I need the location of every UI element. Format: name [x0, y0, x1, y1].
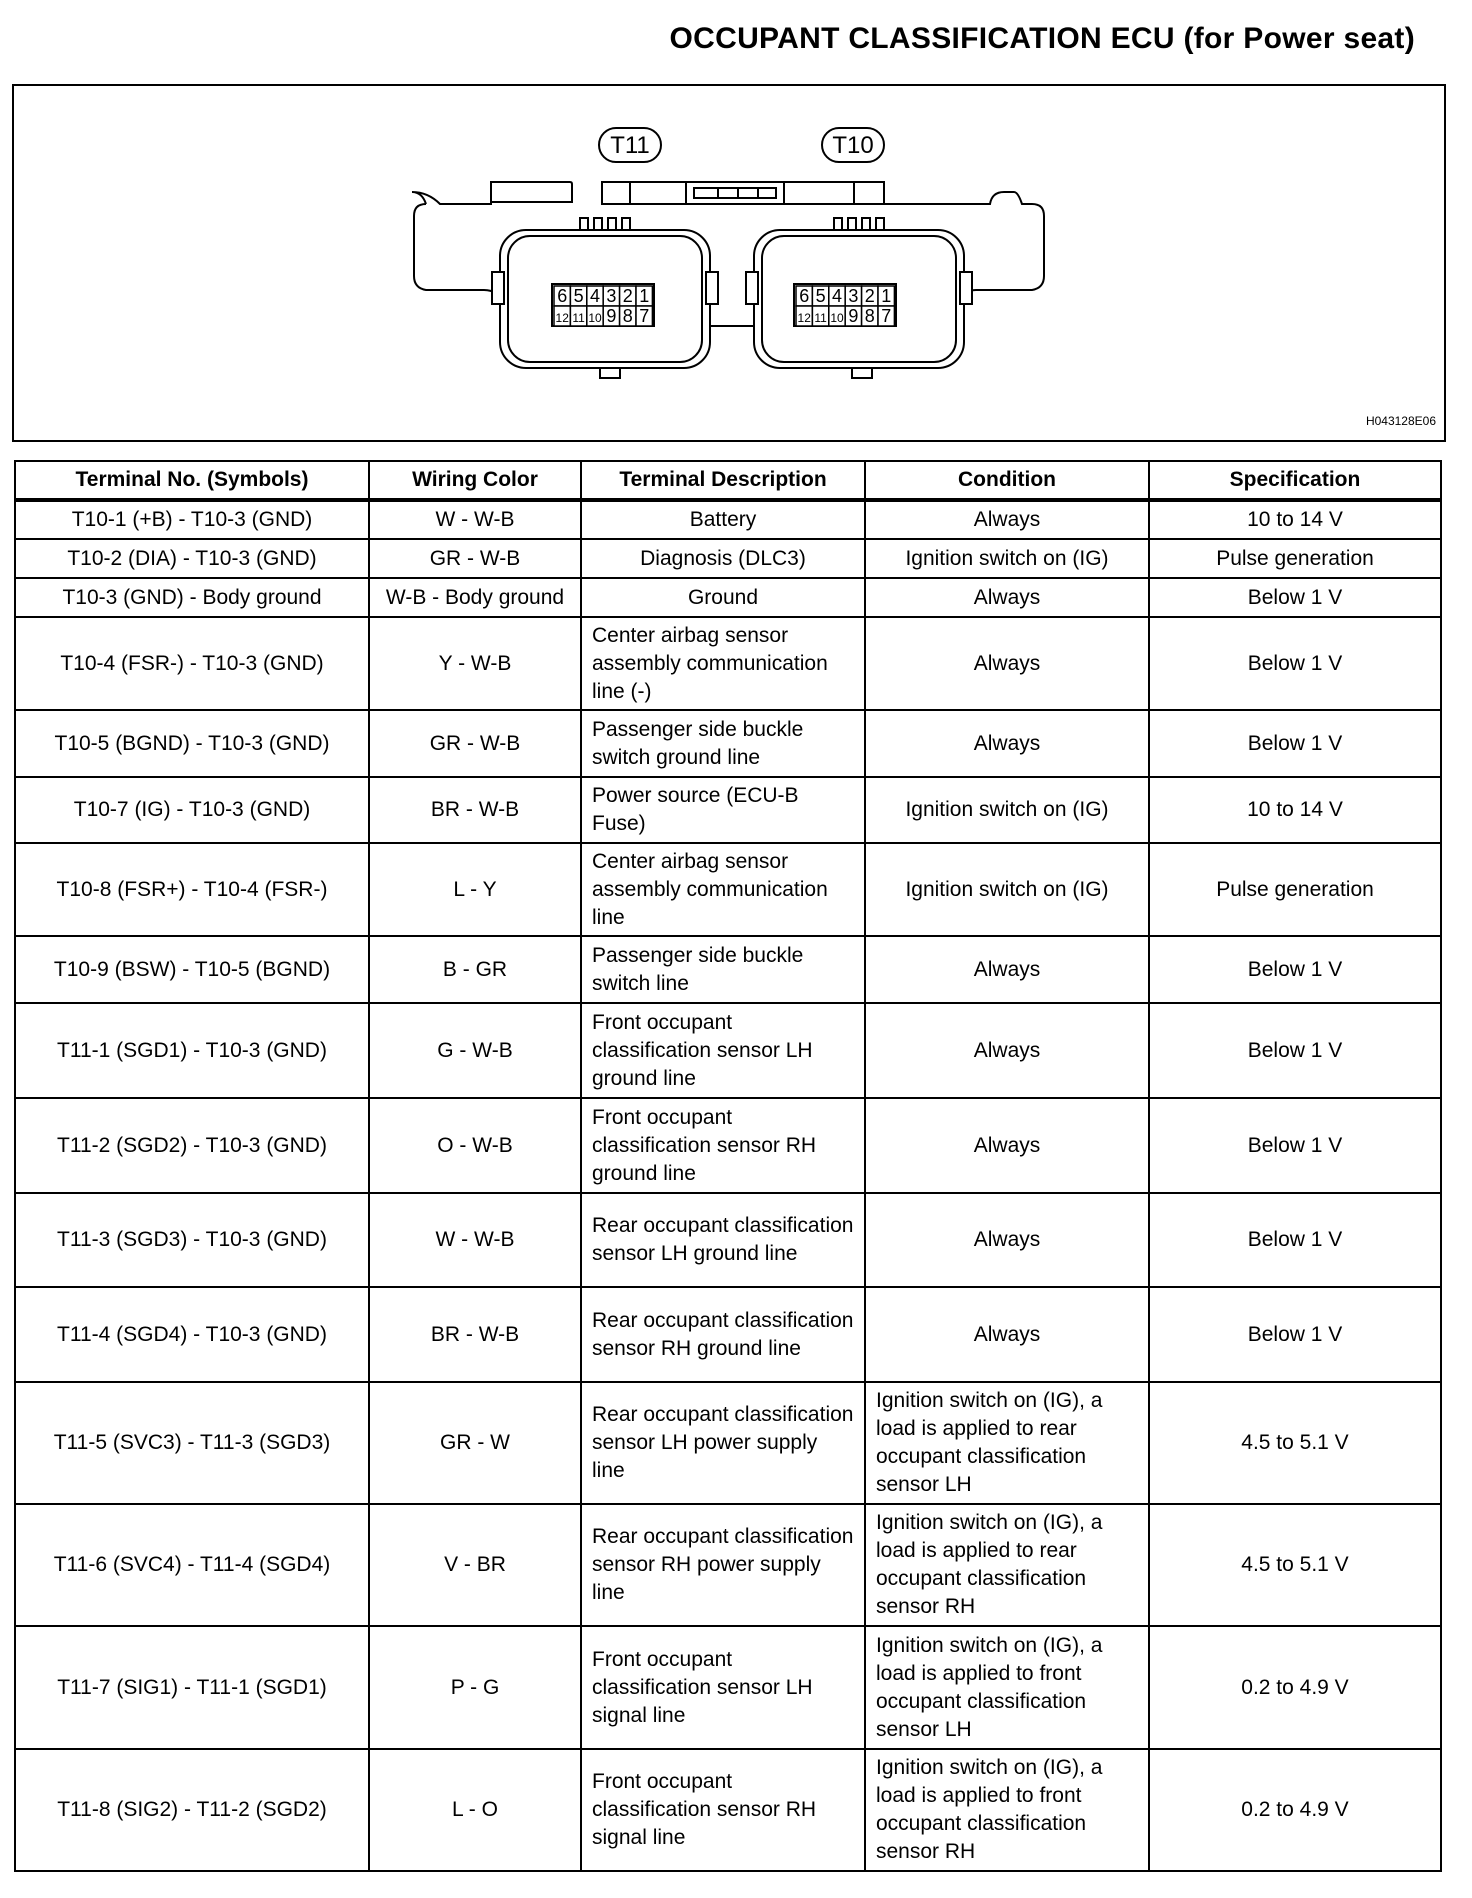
terminal-cell: T10-4 (FSR-) - T10-3 (GND): [15, 617, 369, 710]
t11-pin-3: 3: [606, 286, 617, 306]
wiring-cell: L - O: [369, 1749, 581, 1871]
label-t10-text: T10: [832, 132, 874, 159]
header-terminal-description: Terminal Description: [581, 461, 865, 500]
t10-top-pins: [796, 286, 894, 306]
terminal-cell: T11-5 (SVC3) - T11-3 (SGD3): [15, 1382, 369, 1504]
header-specification: Specification: [1149, 461, 1441, 500]
description-cell: Passenger side buckle switch line: [581, 936, 865, 1003]
terminal-cell: T10-1 (+B) - T10-3 (GND): [15, 500, 369, 539]
t11-top-pins: [554, 286, 652, 306]
wiring-cell: G - W-B: [369, 1003, 581, 1098]
condition-cell: Always: [865, 578, 1149, 617]
condition-cell: Always: [865, 1098, 1149, 1193]
condition-cell: Ignition switch on (IG): [865, 539, 1149, 578]
table-row: [15, 1193, 1441, 1287]
description-cell: Power source (ECU-B Fuse): [581, 777, 865, 843]
spec-cell: 10 to 14 V: [1149, 500, 1441, 539]
label-t11-text: T11: [610, 132, 650, 159]
terminal-cell: T11-1 (SGD1) - T10-3 (GND): [15, 1003, 369, 1098]
figure-code: H043128E06: [1365, 414, 1436, 428]
t10-pin-4: 4: [831, 286, 843, 306]
header-wiring-color: Wiring Color: [369, 461, 581, 500]
condition-cell: Ignition switch on (IG), a load is applied to rear occupant classification sensor LH: [865, 1382, 1149, 1504]
condition-cell: Always: [865, 1193, 1149, 1287]
t10-pin-6: 6: [799, 286, 810, 306]
wiring-cell: W - W-B: [369, 1193, 581, 1287]
wiring-cell: GR - W-B: [369, 710, 581, 777]
condition-cell: Always: [865, 617, 1149, 710]
table-row: [15, 710, 1441, 777]
ecu-connector-drawing: [14, 86, 1444, 440]
wiring-cell: BR - W-B: [369, 777, 581, 843]
spec-cell: Below 1 V: [1149, 578, 1441, 617]
condition-cell: Always: [865, 710, 1149, 777]
condition-cell: Always: [865, 936, 1149, 1003]
table-row: [15, 539, 1441, 578]
t10-bottom-pins: [796, 306, 894, 326]
t11-pin-11: 11: [572, 311, 585, 325]
spec-cell: Below 1 V: [1149, 1287, 1441, 1382]
wiring-cell: V - BR: [369, 1504, 581, 1626]
t11-pin-8: 8: [622, 306, 633, 326]
table-row: [15, 777, 1441, 843]
description-cell: Center airbag sensor assembly communication line: [581, 843, 865, 936]
terminal-spec-table: [14, 460, 1442, 1872]
page-title: OCCUPANT CLASSIFICATION ECU (for Power seat): [669, 22, 1415, 55]
table-row: [15, 1626, 1441, 1749]
terminal-cell: T10-8 (FSR+) - T10-4 (FSR-): [15, 843, 369, 936]
t10-pin-8: 8: [864, 306, 875, 326]
spec-cell: Below 1 V: [1149, 1193, 1441, 1287]
spec-cell: 10 to 14 V: [1149, 777, 1441, 843]
terminal-cell: T11-2 (SGD2) - T10-3 (GND): [15, 1098, 369, 1193]
t10-pin-5: 5: [815, 286, 826, 306]
connector-label-t11: [599, 128, 661, 162]
table-row: [15, 1504, 1441, 1626]
table-row: [15, 936, 1441, 1003]
terminal-cell: T11-3 (SGD3) - T10-3 (GND): [15, 1193, 369, 1287]
t11-pin-10: 10: [588, 311, 602, 325]
header-condition: Condition: [865, 461, 1149, 500]
t11-pin-12: 12: [555, 311, 569, 325]
table-row: [15, 500, 1441, 539]
condition-cell: Always: [865, 1003, 1149, 1098]
description-cell: Front occupant classification sensor LH signal line: [581, 1626, 865, 1749]
header-terminal: Terminal No. (Symbols): [15, 461, 369, 500]
spec-cell: 0.2 to 4.9 V: [1149, 1749, 1441, 1871]
wiring-cell: B - GR: [369, 936, 581, 1003]
spec-cell: 0.2 to 4.9 V: [1149, 1626, 1441, 1749]
t11-pin-4: 4: [589, 286, 601, 306]
wiring-cell: W - W-B: [369, 500, 581, 539]
connector-label-t10: [822, 128, 884, 162]
spec-cell: Below 1 V: [1149, 936, 1441, 1003]
spec-cell: Below 1 V: [1149, 1098, 1441, 1193]
t11-bottom-pins: [554, 306, 652, 326]
t10-pin-7: 7: [881, 306, 892, 326]
wiring-cell: Y - W-B: [369, 617, 581, 710]
description-cell: Front occupant classification sensor RH ground line: [581, 1098, 865, 1193]
condition-cell: Ignition switch on (IG), a load is applied to front occupant classification sensor RH: [865, 1749, 1149, 1871]
wiring-cell: BR - W-B: [369, 1287, 581, 1382]
condition-cell: Ignition switch on (IG), a load is applied to front occupant classification sensor LH: [865, 1626, 1149, 1749]
description-cell: Rear occupant classification sensor LH ground line: [581, 1193, 865, 1287]
t11-pin-7: 7: [639, 306, 650, 326]
terminal-cell: T11-4 (SGD4) - T10-3 (GND): [15, 1287, 369, 1382]
condition-cell: Ignition switch on (IG): [865, 777, 1149, 843]
spec-cell: Pulse generation: [1149, 843, 1441, 936]
description-cell: Passenger side buckle switch ground line: [581, 710, 865, 777]
connector-diagram: [12, 84, 1446, 442]
condition-cell: Always: [865, 1287, 1149, 1382]
t10-pin-1: 1: [881, 286, 892, 306]
description-cell: Front occupant classification sensor RH signal line: [581, 1749, 865, 1871]
terminal-cell: T11-8 (SIG2) - T11-2 (SGD2): [15, 1749, 369, 1871]
spec-cell: Below 1 V: [1149, 710, 1441, 777]
description-cell: Battery: [581, 500, 865, 539]
wiring-cell: GR - W: [369, 1382, 581, 1504]
table-row: [15, 1382, 1441, 1504]
ecu-latch-strip: [602, 182, 884, 204]
description-cell: Rear occupant classification sensor RH power supply line: [581, 1504, 865, 1626]
description-cell: Ground: [581, 578, 865, 617]
terminal-cell: T10-3 (GND) - Body ground: [15, 578, 369, 617]
t10-pin-10: 10: [830, 311, 844, 325]
description-cell: Diagnosis (DLC3): [581, 539, 865, 578]
description-cell: Rear occupant classification sensor LH power supply line: [581, 1382, 865, 1504]
t10-pin-12: 12: [797, 311, 811, 325]
table-row: [15, 843, 1441, 936]
condition-cell: Ignition switch on (IG): [865, 843, 1149, 936]
wiring-cell: W-B - Body ground: [369, 578, 581, 617]
wiring-cell: O - W-B: [369, 1098, 581, 1193]
t10-pin-9: 9: [848, 306, 859, 326]
table-row: [15, 1287, 1441, 1382]
connector-t10: [746, 218, 972, 378]
description-cell: Front occupant classification sensor LH ground line: [581, 1003, 865, 1098]
spec-cell: Below 1 V: [1149, 617, 1441, 710]
table-row: [15, 1749, 1441, 1871]
terminal-cell: T11-7 (SIG1) - T11-1 (SGD1): [15, 1626, 369, 1749]
terminal-cell: T10-7 (IG) - T10-3 (GND): [15, 777, 369, 843]
t11-pin-6: 6: [557, 286, 568, 306]
terminal-cell: T11-6 (SVC4) - T11-4 (SGD4): [15, 1504, 369, 1626]
spec-cell: Pulse generation: [1149, 539, 1441, 578]
table-row: [15, 578, 1441, 617]
terminal-cell: T10-5 (BGND) - T10-3 (GND): [15, 710, 369, 777]
spec-cell: 4.5 to 5.1 V: [1149, 1382, 1441, 1504]
table-header-row: [15, 461, 1441, 500]
wiring-cell: L - Y: [369, 843, 581, 936]
condition-cell: Ignition switch on (IG), a load is applied to rear occupant classification sensor RH: [865, 1504, 1149, 1626]
spec-cell: 4.5 to 5.1 V: [1149, 1504, 1441, 1626]
table-row: [15, 617, 1441, 710]
table-row: [15, 1098, 1441, 1193]
t11-pin-9: 9: [606, 306, 617, 326]
table-row: [15, 1003, 1441, 1098]
condition-cell: Always: [865, 500, 1149, 539]
wiring-cell: GR - W-B: [369, 539, 581, 578]
description-cell: Center airbag sensor assembly communication line (-): [581, 617, 865, 710]
connector-t11: [492, 218, 718, 378]
t10-pin-3: 3: [848, 286, 859, 306]
wiring-cell: P - G: [369, 1626, 581, 1749]
terminal-cell: T10-9 (BSW) - T10-5 (BGND): [15, 936, 369, 1003]
t11-pin-2: 2: [622, 286, 633, 306]
t10-pin-11: 11: [814, 311, 827, 325]
t11-pin-5: 5: [573, 286, 584, 306]
terminal-cell: T10-2 (DIA) - T10-3 (GND): [15, 539, 369, 578]
t10-pin-2: 2: [864, 286, 875, 306]
spec-cell: Below 1 V: [1149, 1003, 1441, 1098]
t11-pin-1: 1: [639, 286, 650, 306]
description-cell: Rear occupant classification sensor RH ground line: [581, 1287, 865, 1382]
